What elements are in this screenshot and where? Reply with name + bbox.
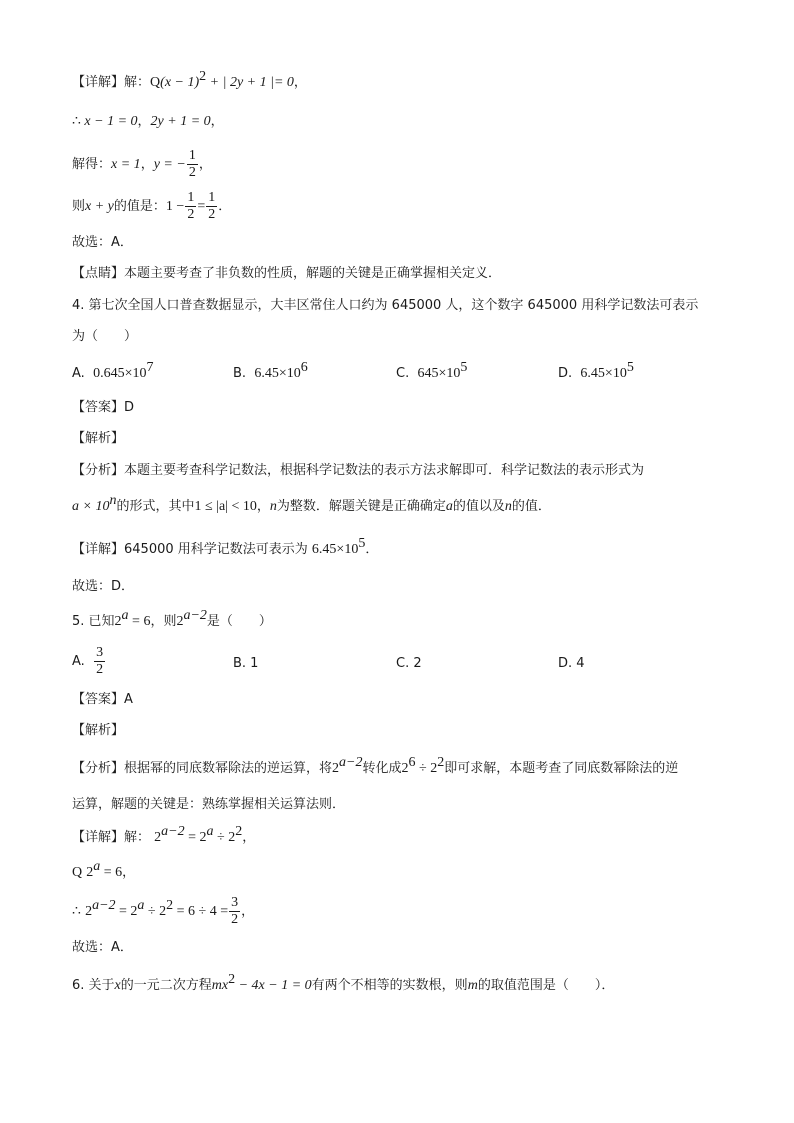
q4-stem-line1: 4. 第七次全国人口普查数据显示，大丰区常住人口约为 645000 人，这个数字 645000 用科学记数法可表示 [72, 298, 699, 313]
q5-option-c: C. 2 [396, 656, 422, 671]
q6-stem: 6. 关于x的一元二次方程$mx^2 - 4x - 1 = 0$有两个不相等的实数根，则m的取值范围是（ ）． [72, 972, 615, 993]
s3-choose: 故选：A． [72, 235, 133, 250]
q4-detail: 【详解】645000 用科学记数法可表示为 $6.45\times 10^5$． [72, 536, 379, 557]
q4-choose: 故选：D． [72, 579, 135, 594]
q4-fenxi-line1: 【分析】本题主要考查科学记数法，根据科学记数法的表示方法求解即可．科学记数法的表示形式为 [72, 463, 645, 478]
q5-option-d: D. 4 [558, 656, 585, 671]
fenxi-tag: 【分析】 [72, 463, 125, 478]
q5-answer: 【答案】A [72, 692, 133, 707]
q4-stem-line2: 为（ ） [72, 329, 138, 344]
q5-analysis: 【解析】 [72, 723, 125, 738]
fraction-three-halves: $\frac{3}{2}$ [96, 645, 104, 677]
q4-option-c: C. $645\times 10^5$ [396, 360, 468, 381]
q4-fenxi-line2: $a \times 10^n$的形式，其中1 ≤ |a| < 10，n为整数．解题关键是正确确定a的值以及n的值． [72, 493, 551, 514]
q5-given: Q $2^a = 6$， [72, 859, 136, 880]
q5-choose: 故选：A． [72, 940, 133, 955]
q4-analysis: 【解析】 [72, 431, 125, 446]
q5-fenxi-line1: 【分析】根据幂的同底数幂除法的逆运算，将$2^{a-2}$转化成$2^6 \div 2^2$即可求解，本题考查了同底数幂除法的逆 [72, 755, 679, 776]
s3-solve-line: 解得：x = 1，y = − $\frac{1}{2}$ ， [72, 148, 212, 180]
s3-then-line: 则x + y的值是：1 − $\frac{1}{2}$ = $\frac{1}{2}$ ． [72, 190, 232, 222]
fraction-three-halves-result: $\frac{3}{2}$ [231, 895, 239, 927]
q5-option-a: A. $\frac{3}{2}$ [72, 645, 104, 677]
q5-detail: 【详解】解： $2^{a-2} = 2^a \div 2^2$， [72, 824, 256, 845]
q5-option-b: B. 1 [233, 656, 259, 671]
q4-option-b: B. $6.45\times 10^6$ [233, 360, 308, 381]
s3-therefore-line: ∴ x − 1 = 0，2y + 1 = 0， [72, 114, 224, 129]
fenxi-tag: 【分析】 [72, 761, 125, 776]
detail-tag: 【详解】 [72, 75, 125, 90]
q4-option-a: A. $0.645\times 10^7$ [72, 360, 154, 381]
fraction-half-b: $\frac{1}{2}$ [208, 190, 216, 222]
fraction-half: $\frac{1}{2}$ [188, 148, 196, 180]
fraction-half-a: $\frac{1}{2}$ [187, 190, 195, 222]
q4-option-d: D. $6.45\times 10^5$ [558, 360, 634, 381]
q5-stem: 5. 已知$2^a = 6$，则$2^{a-2}$是（ ） [72, 608, 272, 629]
s3-detail-line: 【详解】解：$Q(x - 1)^2$ + | 2y + 1 |= 0， [72, 69, 307, 90]
s3-comment: 【点睛】本题主要考查了非负数的性质，解题的关键是正确掌握相关定义． [72, 266, 502, 281]
q5-therefore: ∴ $2^{a-2} = 2^a \div 2^2 = 6 \div 4$ = $\frac{3}{2}$ ， [72, 895, 255, 927]
q4-answer: 【答案】D [72, 400, 135, 415]
comment-tag: 【点睛】 [72, 266, 125, 281]
detail-tag: 【详解】 [72, 830, 125, 845]
q5-fenxi-line2: 运算，解题的关键是：熟练掌握相关运算法则． [72, 797, 346, 812]
detail-tag: 【详解】 [72, 542, 125, 557]
